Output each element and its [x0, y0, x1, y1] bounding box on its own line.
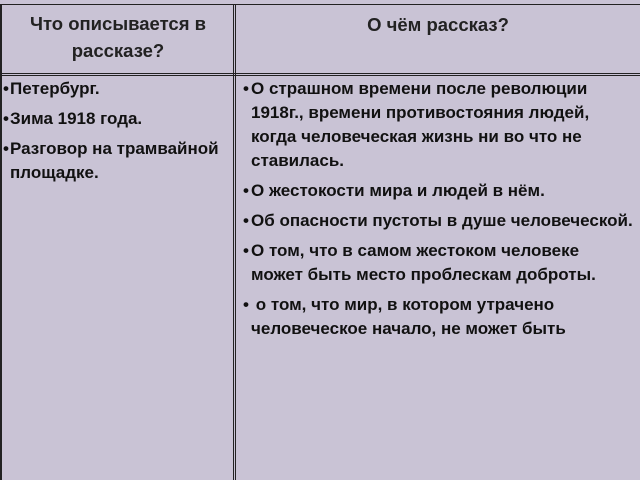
list-item-text: Петербург.: [10, 79, 100, 98]
bullet-icon: •: [243, 79, 249, 98]
bullet-icon: •: [3, 79, 9, 98]
list-item: [3, 107, 231, 131]
list-item: [243, 209, 635, 233]
list-item: [243, 239, 635, 287]
list-item-text: О страшном времени после революции 1918г., времени противостояния людей, когда человеческая жизнь ни во что не ставилась.: [251, 79, 590, 170]
list-item-text: О жестокости мира и людей в нём.: [251, 181, 545, 200]
list-item: [243, 77, 635, 173]
column-header-about: О чём рассказ?: [367, 14, 509, 35]
list-item-text: Зима 1918 года.: [10, 109, 143, 128]
list-item: [3, 77, 231, 101]
column-header-what: Что описывается в рассказе?: [29, 13, 207, 61]
column1-list: [3, 77, 231, 191]
list-item-text: Об опасности пустоты в душе человеческой.: [251, 211, 633, 230]
list-item: [243, 179, 635, 203]
list-item: [243, 293, 635, 341]
table-border-top: [0, 4, 640, 5]
bullet-icon: •: [243, 295, 249, 314]
column-divider: [233, 4, 234, 480]
list-item-text: Разговор на трамвайной площадке.: [10, 139, 219, 182]
header-divider: [0, 73, 640, 74]
bullet-icon: •: [3, 109, 9, 128]
column-divider-double: [235, 4, 236, 480]
column2-list: [243, 77, 635, 347]
header-divider-double: [0, 75, 640, 76]
list-item-text: о том, что мир, в котором утрачено человеческое начало, не может быть: [251, 295, 566, 338]
bullet-icon: •: [243, 181, 249, 200]
bullet-icon: •: [243, 211, 249, 230]
bullet-icon: •: [3, 139, 9, 158]
list-item: [3, 137, 231, 185]
bullet-icon: •: [243, 241, 249, 260]
list-item-text: О том, что в самом жестоком человеке может быть место проблескам доброты.: [251, 241, 596, 284]
